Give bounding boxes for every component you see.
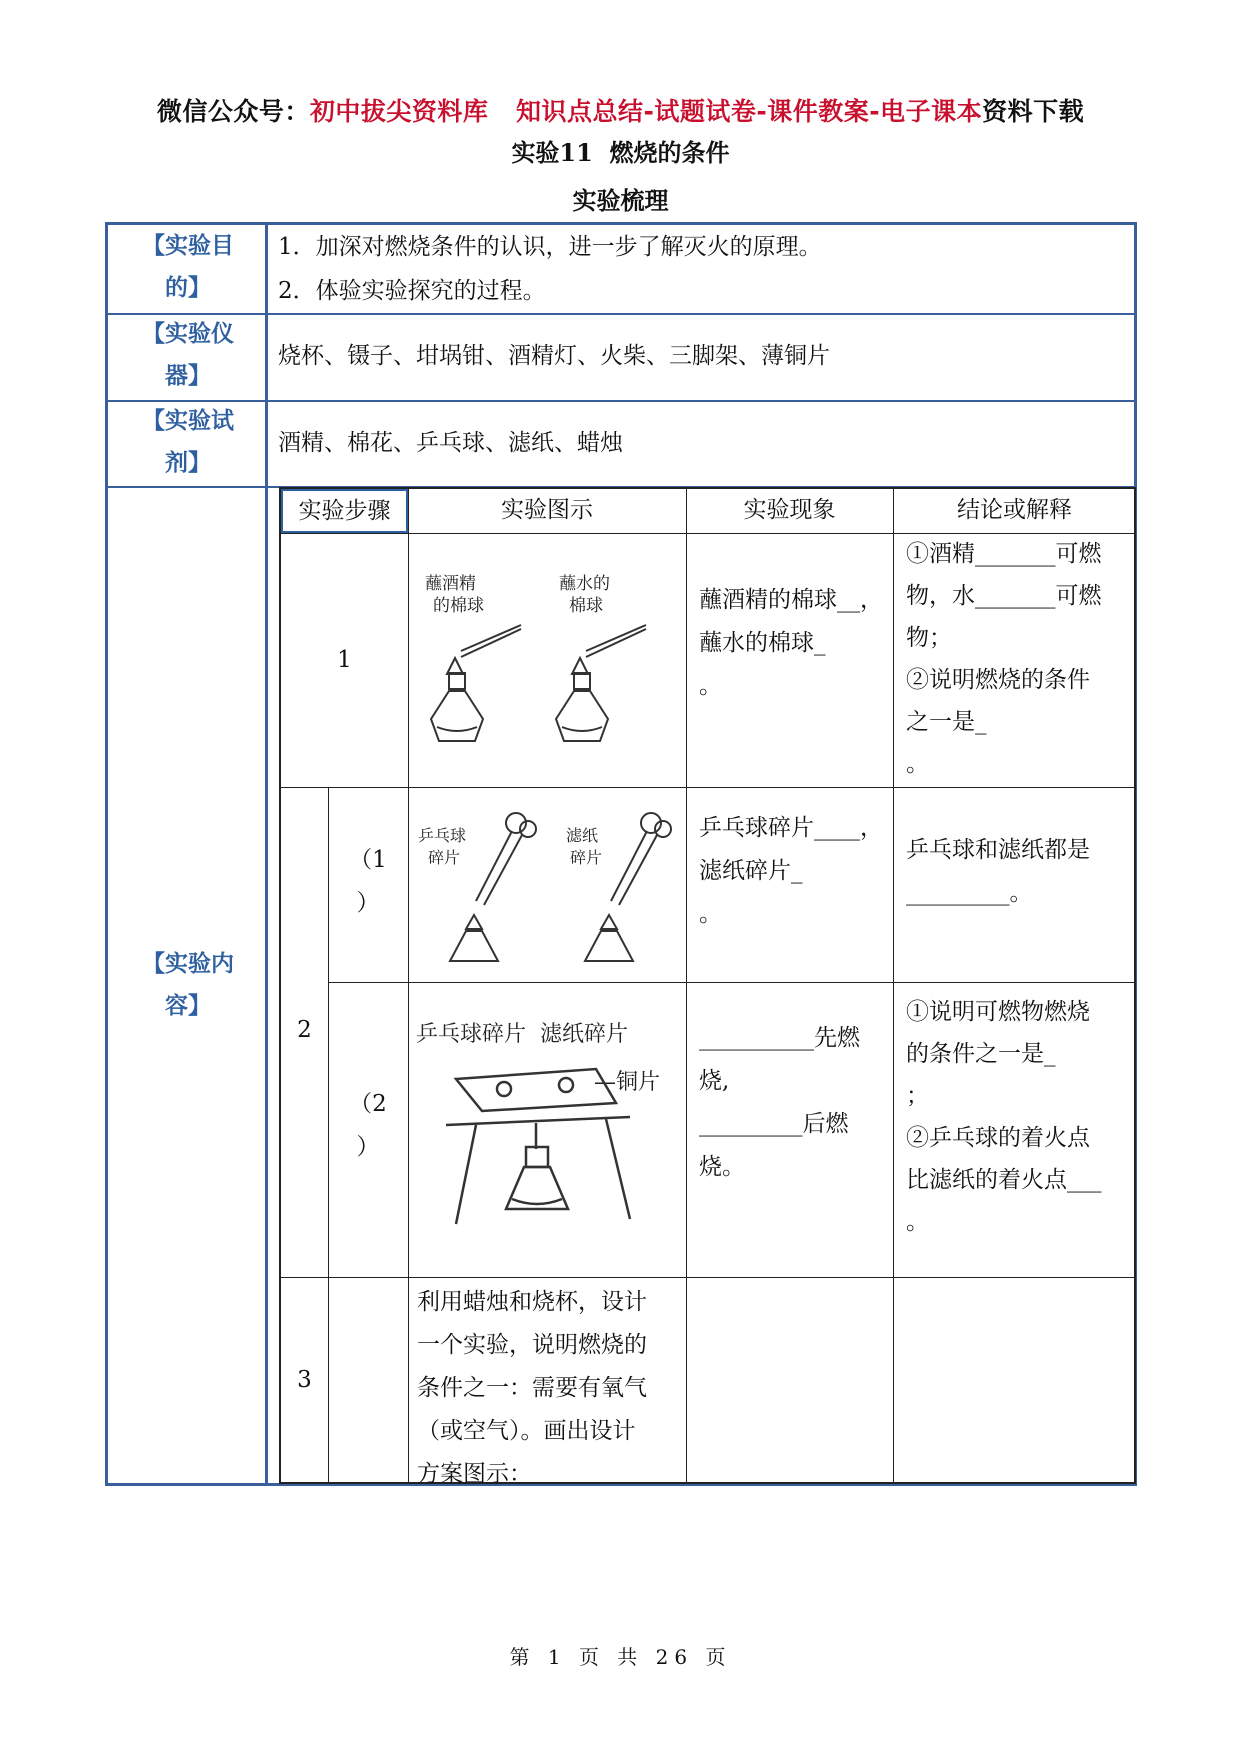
step-2-number: 2 <box>297 1017 312 1043</box>
step-1-figure <box>421 569 673 759</box>
header-figure: 实验图示 <box>501 497 593 523</box>
label-reagents: 【实验试 剂】 <box>142 408 234 476</box>
step-2-1-figure <box>416 801 681 971</box>
svg-text:碎片: 碎片 <box>570 848 603 867</box>
reagents-text: 酒精、棉花、乒乓球、滤纸、蜡烛 <box>278 430 623 456</box>
step-1-phenomenon: 蘸酒精的棉球__， 蘸水的棉球_ 。 <box>699 587 883 699</box>
alcohol-lamp-icon <box>556 625 646 741</box>
step-2-1-conclusion: 乒乓球和滤纸都是 _________。 <box>906 837 1090 906</box>
label-content: 【实验内 容】 <box>142 951 234 1019</box>
page-footer: 第 1 页 共 26 页 <box>509 1645 732 1669</box>
fig-label-copper: —铜片 <box>594 1070 661 1095</box>
svg-text:滤纸: 滤纸 <box>566 826 599 845</box>
alcohol-lamp-icon <box>431 625 521 741</box>
step-1-number: 1 <box>337 647 352 673</box>
step-2-1-index: （1 ） <box>349 847 387 916</box>
source-banner <box>0 92 1241 128</box>
banner-prefix: 微信公众号： <box>156 97 310 126</box>
step-2-2-phenomenon: __________先燃 烧, _________后燃 烧。 <box>699 1025 860 1180</box>
procedure-table <box>279 487 1136 1487</box>
label-apparatus: 【实验仪 器】 <box>142 321 234 389</box>
fig1-label-a2: 的棉球 <box>433 596 484 616</box>
banner-highlight: 初中拔尖资料库 知识点总结-试题试卷-课件教案-电子课本 <box>309 97 983 126</box>
header-phenomenon: 实验现象 <box>743 497 836 523</box>
fig1-label-b2: 棉球 <box>569 596 603 616</box>
step-3-instructions: 利用蜡烛和烧杯，设计 一个实验，说明燃烧的 条件之一：需要有氧气 （或空气）。画出设计 方案图示： <box>417 1289 647 1487</box>
step-2-2-conclusion: ①说明可燃物燃烧 的条件之一是_ ； ②乒乓球的着火点 比滤纸的着火点___ 。 <box>906 999 1102 1235</box>
svg-text:碎片: 碎片 <box>428 848 461 867</box>
step-3-number: 3 <box>297 1367 312 1393</box>
header-step: 实验步骤 <box>281 489 408 533</box>
page-title: 实验11 燃烧的条件 <box>511 138 730 167</box>
fig-label-top: 乒乓球碎片 滤纸碎片 <box>416 1022 628 1047</box>
banner-suffix: 资料下载 <box>982 97 1085 126</box>
step-1-conclusion: ①酒精_______可燃 物，水_______可燃 物； ②说明燃烧的条件 之一是_ 。 <box>906 541 1102 777</box>
fig1-label-a1: 蘸酒精 <box>425 574 476 594</box>
purpose-text: 1．加深对燃烧条件的认识，进一步了解灭火的原理。 2．体验实验探究的过程。 <box>278 234 822 304</box>
step-2-2-index: （2 ） <box>349 1091 387 1160</box>
apparatus-text: 烧杯、镊子、坩埚钳、酒精灯、火柴、三脚架、薄铜片 <box>278 343 830 369</box>
step-2-2-figure <box>416 1019 684 1239</box>
step-2-1-phenomenon: 乒乓球碎片____， 滤纸碎片_ 。 <box>699 815 883 927</box>
svg-text:乒乓球: 乒乓球 <box>418 826 467 845</box>
label-purpose: 【实验目 的】 <box>142 233 234 301</box>
section-subtitle: 实验梳理 <box>572 186 669 215</box>
header-conclusion: 结论或解释 <box>957 497 1072 523</box>
fig1-label-b1: 蘸水的 <box>559 574 610 594</box>
